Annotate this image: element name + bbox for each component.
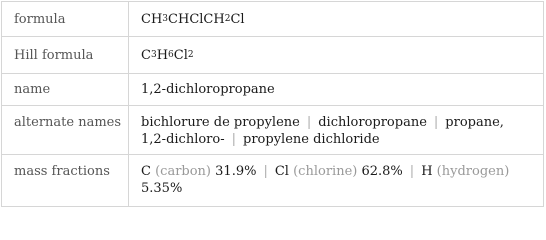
mass-fractions-label: mass fractions	[2, 155, 129, 206]
hill-formula-label: Hill formula	[2, 37, 129, 73]
element-symbol: C	[141, 164, 151, 179]
hill-formula-value: C 3 H 6 Cl 2	[141, 47, 194, 63]
separator: |	[433, 115, 439, 130]
row-hill-formula	[2, 36, 543, 73]
hill-part: C	[141, 47, 151, 63]
formula-part: CHClCH	[168, 11, 225, 27]
separator: |	[306, 115, 312, 130]
separator: |	[263, 164, 268, 179]
row-name	[2, 73, 543, 105]
alternate-name: dichloropropane	[318, 115, 427, 130]
formula-label: formula	[2, 2, 129, 36]
mass-fractions-value	[129, 155, 543, 206]
mass-fraction-value: 31.9%	[215, 164, 257, 179]
alternate-names-label: alternate names	[2, 106, 129, 154]
formula-value: CH 3 CHClCH 2 Cl	[141, 11, 245, 27]
element-name: (chlorine)	[293, 164, 358, 179]
name-label: name	[2, 74, 129, 105]
row-mass-fractions	[2, 154, 543, 206]
properties-table	[1, 1, 544, 207]
separator: |	[231, 132, 237, 147]
hill-part: Cl	[173, 47, 188, 63]
mass-fraction-value: 62.8%	[361, 164, 403, 179]
hill-part: H	[156, 47, 169, 63]
alternate-name: propylene dichloride	[243, 132, 380, 147]
alternate-name: propane, 1,2-dichloro-	[141, 115, 504, 147]
name-value: 1,2-dichloropropane	[141, 82, 275, 97]
formula-part: CH	[141, 11, 163, 27]
row-alternate-names	[2, 105, 543, 154]
element-name: (hydrogen)	[436, 164, 510, 179]
alternate-name: bichlorure de propylene	[141, 115, 300, 130]
row-formula	[2, 2, 543, 36]
mass-fraction-value: 5.35%	[141, 181, 183, 196]
alternate-names-value	[129, 106, 543, 154]
formula-part: Cl	[230, 11, 245, 27]
separator: |	[409, 164, 415, 179]
element-symbol: H	[421, 164, 433, 179]
element-symbol: Cl	[274, 164, 289, 179]
element-name: (carbon)	[155, 164, 212, 179]
